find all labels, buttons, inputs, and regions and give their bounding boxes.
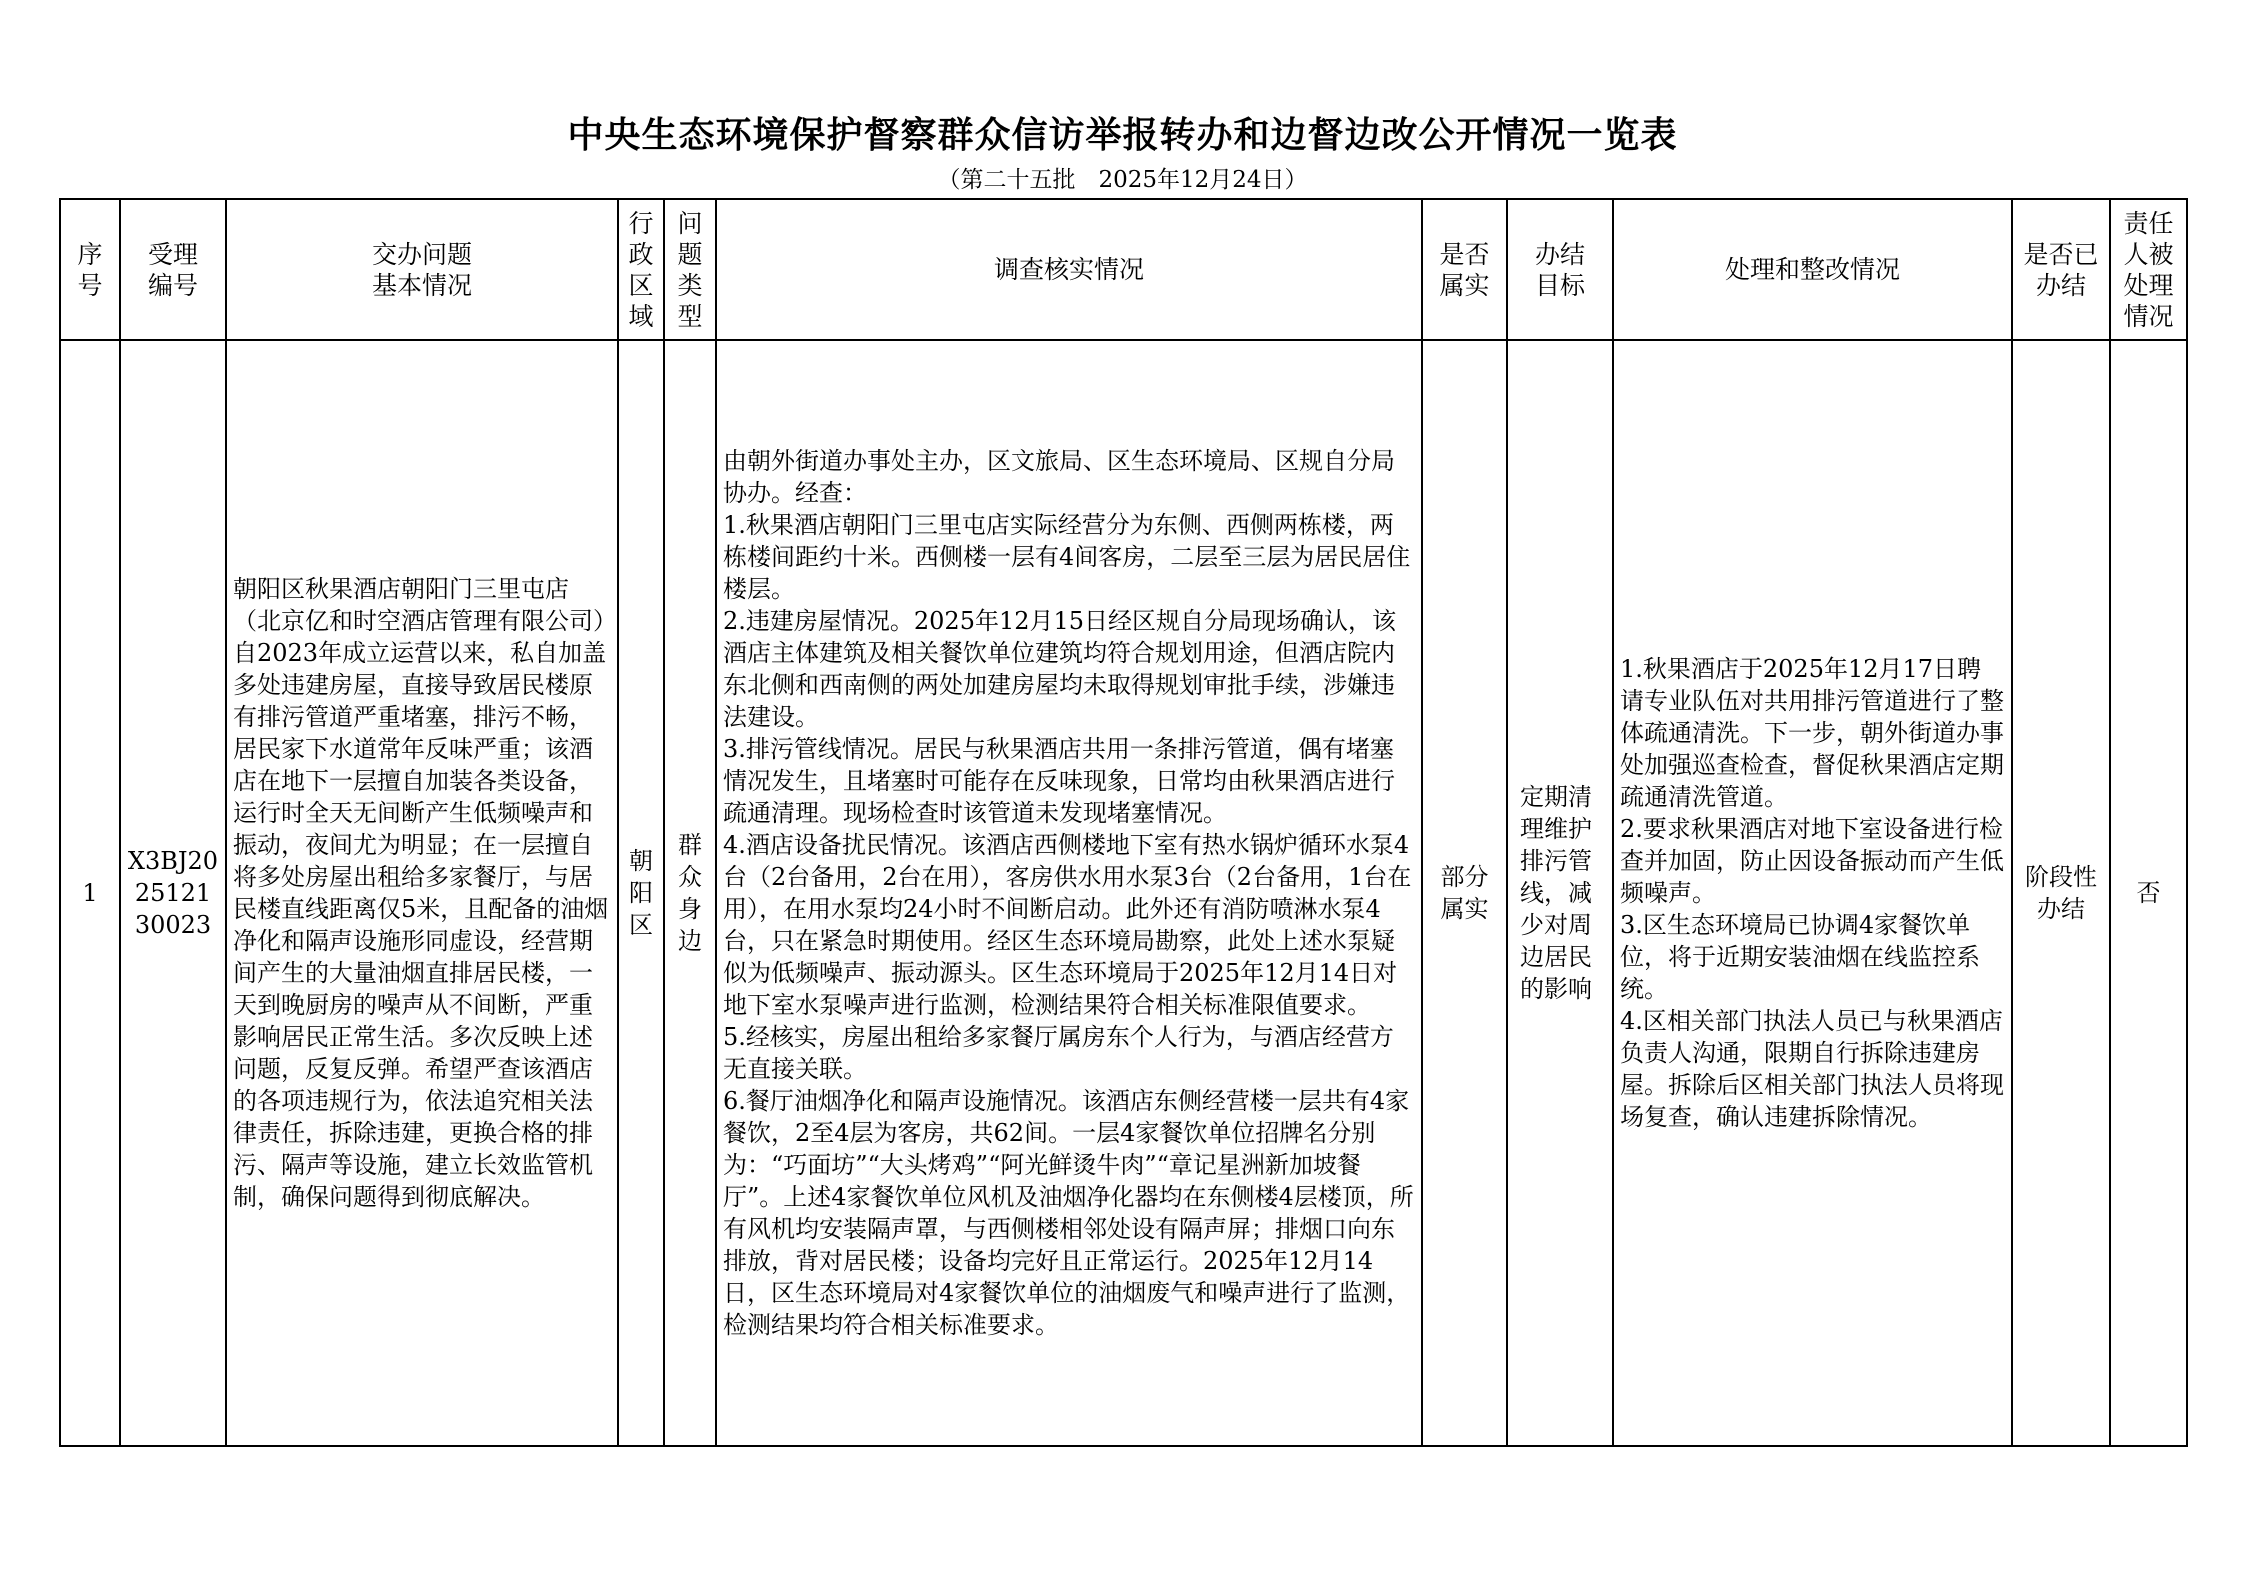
investigation-para: 2.违建房屋情况。2025年12月15日经区规自分局现场确认，该酒店主体建筑及相关餐饮单位建筑均符合规划用途，但酒店院内东北侧和西南侧的两处加建房屋均未取得规划审批手续，涉嫌违法建设。 (723, 607, 1397, 731)
investigation-para: 1.秋果酒店朝阳门三里屯店实际经营分为东侧、西侧两栋楼，两栋楼间距约十米。西侧楼一层有4间客房，二层至三层为居民居住楼层。 (723, 511, 1411, 603)
table-row (60, 340, 2187, 1446)
header-handling: 处理和整改情况 (1613, 199, 2012, 340)
cell-verified: 部分属实 (1422, 340, 1507, 1446)
header-region: 行政区域 (618, 199, 664, 340)
table-header-row (60, 199, 2187, 340)
cell-region: 朝阳区 (618, 340, 664, 1446)
handling-para: 4.区相关部门执法人员已与秋果酒店负责人沟通，限期自行拆除违建房屋。拆除后区相关部门执法人员将现场复查，确认违建拆除情况。 (1620, 1007, 2004, 1131)
investigation-para: 6.餐厅油烟净化和隔声设施情况。该酒店东侧经营楼一层共有4家餐饮，2至4层为客房，共62间。一层4家餐饮单位招牌名分别为：“巧面坊”“大头烤鸡”“阿光鲜烫牛肉”“章记星洲新加坡餐厅”。上述4家餐饮单位风机及油烟净化器均在东侧楼4层楼顶，所有风机均安装隔声罩，与西侧楼相邻处设有隔声屏；排烟口向东排放，背对居民楼；设备均完好且正常运行。2025年12月14日，区生态环境局对4家餐饮单位的油烟废气和噪声进行了监测，检测结果均符合相关标准要求。 (723, 1087, 1414, 1339)
investigation-para: 4.酒店设备扰民情况。该酒店西侧楼地下室有热水锅炉循环水泵4台（2台备用，2台在用），客房供水用水泵3台（2台备用，1台在用），在用水泵均24小时不间断启动。此外还有消防喷淋水泵4台，只在紧急时期使用。经区生态环境局勘察，此处上述水泵疑似为低频噪声、振动源头。区生态环境局于2025年12月14日对地下室水泵噪声进行监测，检测结果符合相关标准限值要求。 (723, 831, 1412, 1019)
header-code: 受理编号 (120, 199, 226, 340)
cell-type: 群众身边 (664, 340, 716, 1446)
cell-issue: 朝阳区秋果酒店朝阳门三里屯店（北京亿和时空酒店管理有限公司）自2023年成立运营以来，私自加盖多处违建房屋，直接导致居民楼原有排污管道严重堵塞，排污不畅，居民家下水道常年反味严重；该酒店在地下一层擅自加装各类设备，运行时全天无间断产生低频噪声和振动，夜间尤为明显；在一层擅自将多处房屋出租给多家餐厅，与居民楼直线距离仅5米，且配备的油烟净化和隔声设施形同虚设，经营期间产生的大量油烟直排居民楼，一天到晚厨房的噪声从不间断，严重影响居民正常生活。多次反映上述问题，反复反弹。希望严查该酒店的各项违规行为，依法追究相关法律责任，拆除违建，更换合格的排污、隔声等设施，建立长效监管机制，确保问题得到彻底解决。 (226, 340, 618, 1446)
investigation-para: 由朝外街道办事处主办，区文旅局、区生态环境局、区规自分局协办。经查： (723, 447, 1395, 507)
cell-seq: 1 (60, 340, 120, 1446)
investigation-para: 5.经核实，房屋出租给多家餐厅属房东个人行为，与酒店经营方无直接关联。 (723, 1023, 1394, 1083)
handling-para: 3.区生态环境局已协调4家餐饮单位，将于近期安装油烟在线监控系统。 (1620, 911, 1980, 1003)
batch-date-subtitle: （第二十五批 2025年12月24日） (937, 167, 1308, 193)
header-issue: 交办问题 基本情况 (226, 199, 618, 340)
handling-para: 2.要求秋果酒店对地下室设备进行检查并加固，防止因设备振动而产生低频噪声。 (1620, 815, 2004, 907)
cell-goal: 定期清理维护排污管线，减少对周边居民的影响 (1507, 340, 1613, 1446)
header-goal: 办结目标 (1507, 199, 1613, 340)
cell-closed: 阶段性办结 (2012, 340, 2110, 1446)
header-type: 问题类型 (664, 199, 716, 340)
report-table (59, 198, 2188, 1447)
header-investigation: 调查核实情况 (716, 199, 1422, 340)
page-title: 中央生态环境保护督察群众信访举报转办和边督边改公开情况一览表 (567, 114, 1678, 156)
handling-para: 1.秋果酒店于2025年12月17日聘请专业队伍对共用排污管道进行了整体疏通清洗。下一步，朝外街道办事处加强巡查检查，督促秋果酒店定期疏通清洗管道。 (1620, 655, 2004, 811)
investigation-para: 3.排污管线情况。居民与秋果酒店共用一条排污管道，偶有堵塞情况发生，且堵塞时可能存在反味现象，日常均由秋果酒店进行疏通清理。现场检查时该管道未发现堵塞情况。 (723, 735, 1395, 827)
header-seq: 序号 (60, 199, 120, 340)
header-verified: 是否属实 (1422, 199, 1507, 340)
header-closed: 是否已办结 (2012, 199, 2110, 340)
cell-code: X3BJ20 25121 30023 (120, 340, 226, 1446)
cell-accountability: 否 (2110, 340, 2187, 1446)
header-accountability: 责任人被处理情况 (2110, 199, 2187, 340)
cell-handling (1613, 340, 2012, 1446)
cell-investigation (716, 340, 1422, 1446)
